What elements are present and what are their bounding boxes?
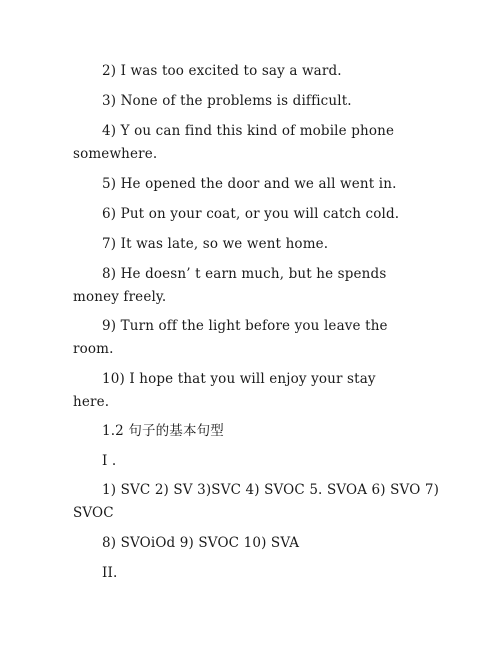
text-line: 8) SVOiOd 9) SVOC 10) SVA [102, 535, 300, 551]
text-line: 9) Turn off the light before you leave the [102, 318, 388, 334]
text-line: SVOC [73, 505, 114, 521]
text-line: 7) It was late, so we went home. [102, 236, 329, 252]
text-line: money freely. [73, 289, 167, 305]
text-line: somewhere. [73, 146, 158, 162]
text-line: 1) SVC 2) SV 3)SVC 4) SVOC 5. SVOA 6) SVO 7) [102, 482, 440, 498]
text-line: 8) He doesn’ t earn much, but he spends [102, 266, 387, 282]
text-line: 6) Put on your coat, or you will catch cold. [102, 206, 400, 222]
subsection-label: II. [102, 565, 118, 581]
subsection-label: I . [102, 453, 117, 469]
text-line: 2) I was too excited to say a ward. [102, 63, 342, 79]
text-line: here. [73, 394, 110, 410]
text-line: 10) I hope that you will enjoy your stay [102, 371, 376, 387]
text-line: room. [73, 341, 114, 357]
section-heading: 1.2 句子的基本句型 [102, 423, 224, 439]
text-line: 5) He opened the door and we all went in. [102, 176, 397, 192]
text-line: 4) Y ou can find this kind of mobile phone [102, 123, 395, 139]
text-line: 3) None of the problems is difficult. [102, 93, 352, 109]
